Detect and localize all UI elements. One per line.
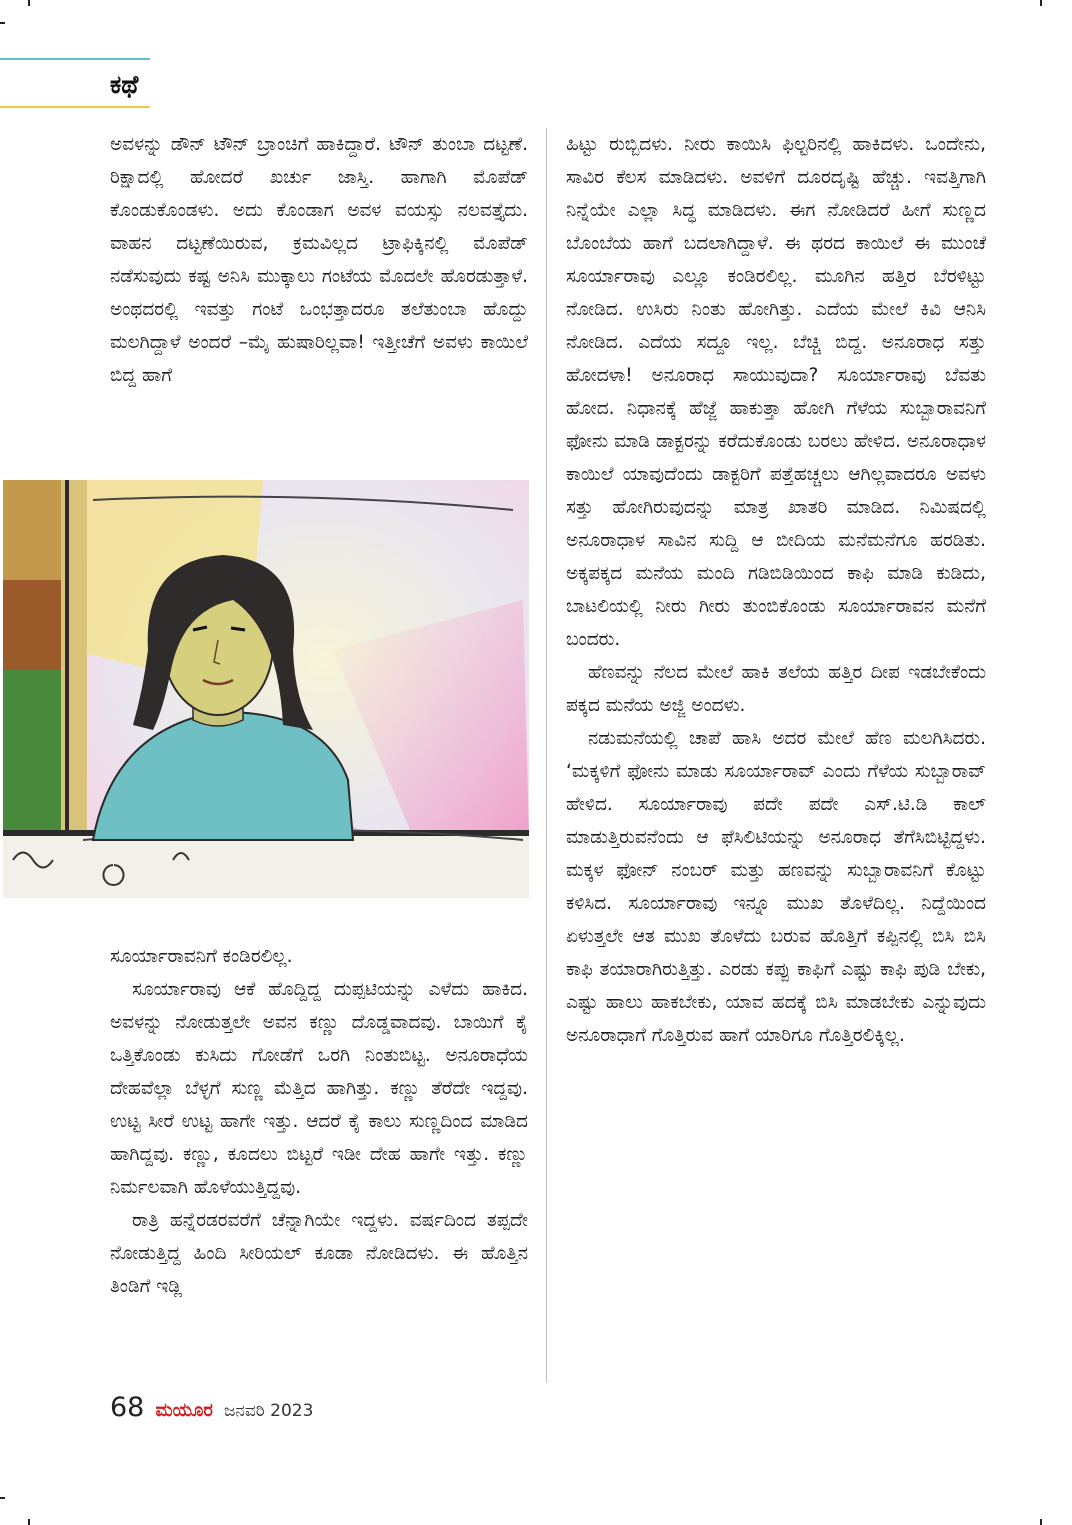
paragraph: ಸೂರ್ಯಾರಾವು ಆಕೆ ಹೊದ್ದಿದ್ದ ದುಪ್ಪಟಿಯನ್ನು ಎಳೆದು ಹಾಕಿದ. ಅವಳನ್ನು ನೋಡುತ್ತಲೇ ಅವನ ಕಣ್ಣು ದೊಡ್ಡವಾದವು. ಬಾಯಿಗೆ ಕೈ ಒತ್ತಿಕೊಂಡು ಕುಸಿದು ಗೋಡೆಗೆ ಒರಗಿ ನಿಂತುಬಿಟ್ಟ. ಅನೂರಾಧೆಯ ದೇಹವೆಲ್ಲಾ ಬೆಳ್ಳಗೆ ಸುಣ್ಣ ಮೆತ್ತಿದ ಹಾಗಿತ್ತು. ಕಣ್ಣು ತೆರೆದೇ ಇದ್ದವು. ಉಟ್ಟ ಸೀರೆ ಉಟ್ಟ ಹಾಗೇ ಇತ್ತು. ಆದರೆ ಕೈ ಕಾಲು ಸುಣ್ಣದಿಂದ ಮಾಡಿದ ಹಾಗಿದ್ದವು. ಕಣ್ಣು, ಕೂದಲು ಬಿಟ್ಟರೆ ಇಡೀ ದೇಹ ಹಾಗೇ ಇತ್ತು. ಕಣ್ಣು ನಿರ್ಮಲವಾಗಿ ಹೊಳೆಯುತ್ತಿದ್ದವು. bbox=[110, 979, 528, 1198]
paragraph: ಅವಳನ್ನು ಡೌನ್ ಟೌನ್ ಬ್ರಾಂಚಿಗೆ ಹಾಕಿದ್ದಾರೆ. ಟೌನ್ ತುಂಬಾ ದಟ್ಟಣೆ. ರಿಕ್ಷಾದಲ್ಲಿ ಹೋದರೆ ಖರ್ಚು ಜಾಸ್ತಿ. ಹಾಗಾಗಿ ಮೊಪೆಡ್ ಕೊಂಡುಕೊಂಡಳು. ಅದು ಕೊಂಡಾಗ ಅವಳ ವಯಸ್ಸು ನಲವತ್ತೈದು. ವಾಹನ ದಟ್ಟಣೆಯಿರುವ, ಕ್ರಮವಿಲ್ಲದ ಟ್ರಾಫಿಕ್ಕಿನಲ್ಲಿ ಮೊಪೆಡ್ ನಡೆಸುವುದು ಕಷ್ಟ ಅನಿಸಿ ಮುಕ್ಕಾಲು ಗಂಟೆಯ ಮೊದಲೇ ಹೊರಡುತ್ತಾಳೆ. ಅಂಥದರಲ್ಲಿ ಇವತ್ತು ಗಂಟೆ ಒಂಭತ್ತಾದರೂ ತಲೆತುಂಬಾ ಹೊದ್ದು ಮಲಗಿದ್ದಾಳೆ ಅಂದರೆ –ಮೈ ಹುಷಾರಿಲ್ಲವಾ! ಇತ್ತೀಚೆಗೆ ಅವಳು ಕಾಯಿಲೆ ಬಿದ್ದ ಹಾಗೆ bbox=[110, 134, 528, 386]
column-divider bbox=[546, 128, 547, 1383]
crop-mark bbox=[0, 22, 5, 24]
paragraph: ಸೂರ್ಯಾರಾವನಿಗೆ ಕಂಡಿರಲಿಲ್ಲ. bbox=[110, 946, 293, 967]
left-column-bottom bbox=[110, 940, 528, 1303]
paragraph: ಹೆಣವನ್ನು ನೆಲದ ಮೇಲೆ ಹಾಕಿ ತಲೆಯ ಹತ್ತಿರ ದೀಪ ಇಡಬೇಕೆಂದು ಪಕ್ಕದ ಮನೆಯ ಅಜ್ಜಿ ಅಂದಳು. bbox=[566, 662, 986, 716]
crop-mark bbox=[28, 1519, 30, 1525]
page-footer bbox=[110, 1392, 313, 1432]
section-rule-top bbox=[0, 58, 150, 60]
issue-date: ಜನವರಿ 2023 bbox=[223, 1401, 314, 1421]
story-illustration bbox=[3, 480, 529, 898]
crop-mark bbox=[0, 1497, 5, 1499]
paragraph: ಹಿಟ್ಟು ರುಬ್ಬಿದಳು. ನೀರು ಕಾಯಿಸಿ ಫಿಲ್ಟರಿನಲ್ಲಿ ಹಾಕಿದಳು. ಒಂದೇನು, ಸಾವಿರ ಕೆಲಸ ಮಾಡಿದಳು. ಅವಳಿಗೆ ದೂರದೃಷ್ಟಿ ಹೆಚ್ಚು. ಇವತ್ತಿಗಾಗಿ ನಿನ್ನೆಯೇ ಎಲ್ಲಾ ಸಿದ್ಧ ಮಾಡಿದಳು. ಈಗ ನೋಡಿದರೆ ಹೀಗೆ ಸುಣ್ಣದ ಬೊಂಬೆಯ ಹಾಗೆ ಬದಲಾಗಿದ್ದಾಳೆ. ಈ ಥರದ ಕಾಯಿಲೆ ಈ ಮುಂಚೆ ಸೂರ್ಯಾರಾವು ಎಲ್ಲೂ ಕಂಡಿರಲಿಲ್ಲ. ಮೂಗಿನ ಹತ್ತಿರ ಬೆರಳಿಟ್ಟು ನೋಡಿದ. ಉಸಿರು ನಿಂತು ಹೋಗಿತ್ತು. ಎದೆಯ ಮೇಲೆ ಕಿವಿ ಆನಿಸಿ ನೋಡಿದ. ಎದೆಯ ಸದ್ದೂ ಇಲ್ಲ. ಬೆಚ್ಚಿ ಬಿದ್ದ. ಅನೂರಾಧ ಸತ್ತು ಹೋದಳಾ! ಅನೂರಾಧ ಸಾಯುವುದಾ? ಸೂರ್ಯಾರಾವು ಬೆವತು ಹೋದ. ನಿಧಾನಕ್ಕೆ ಹೆಜ್ಜೆ ಹಾಕುತ್ತಾ ಹೋಗಿ ಗೆಳೆಯ ಸುಬ್ಬಾರಾವನಿಗೆ ಫೋನು ಮಾಡಿ ಡಾಕ್ಟರನ್ನು ಕರೆದುಕೊಂಡು ಬರಲು ಹೇಳಿದ. ಅನೂರಾಧಾಳ ಕಾಯಿಲೆ ಯಾವುದೆಂದು ಡಾಕ್ಟರಿಗೆ ಪತ್ತೆಹಚ್ಚಲು ಆಗಿಲ್ಲವಾದರೂ ಅವಳು ಸತ್ತು ಹೋಗಿರುವುದನ್ನು ಮಾತ್ರ ಖಾತರಿ ಮಾಡಿದ. ನಿಮಿಷದಲ್ಲಿ ಅನೂರಾಧಾಳ ಸಾವಿನ ಸುದ್ದಿ ಆ ಬೀದಿಯ ಮನೆಮನೆಗೂ ಹರಡಿತು. ಅಕ್ಕಪಕ್ಕದ ಮನೆಯ ಮಂದಿ ಗಡಿಬಿಡಿಯಿಂದ ಕಾಫಿ ಮಾಡಿ ಕುಡಿದು, ಬಾಟಲಿಯಲ್ಲಿ ನೀರು ಗೀರು ತುಂಬಿಕೊಂಡು ಸೂರ್ಯಾರಾವನ ಮನೆಗೆ ಬಂದರು. bbox=[566, 134, 986, 650]
magazine-logo: ಮಯೂರ bbox=[155, 1400, 213, 1421]
section-header bbox=[0, 58, 150, 110]
section-title: ಕಥೆ bbox=[110, 70, 139, 99]
left-column-top bbox=[110, 128, 528, 392]
paragraph: ರಾತ್ರಿ ಹನ್ನೆರಡರವರೆಗೆ ಚೆನ್ನಾಗಿಯೇ ಇದ್ದಳು. ವರ್ಷದಿಂದ ತಪ್ಪದೇ ನೋಡುತ್ತಿದ್ದ ಹಿಂದಿ ಸೀರಿಯಲ್ ಕೂಡಾ ನೋಡಿದಳು. ಈ ಹೊತ್ತಿನ ತಿಂಡಿಗೆ ಇಡ್ಲಿ bbox=[110, 1210, 528, 1297]
paragraph: ನಡುಮನೆಯಲ್ಲಿ ಚಾಪೆ ಹಾಸಿ ಅದರ ಮೇಲೆ ಹೆಣ ಮಲಗಿಸಿದರು. ‘ಮಕ್ಕಳಿಗೆ ಫೋನು ಮಾಡು ಸೂರ್ಯಾರಾವ್ ಎಂದು ಗೆಳೆಯ ಸುಬ್ಬಾರಾವ್ ಹೇಳಿದ. ಸೂರ್ಯಾರಾವು ಪದೇ ಪದೇ ಎಸ್.ಟಿ.ಡಿ ಕಾಲ್ ಮಾಡುತ್ತಿರುವನೆಂದು ಆ ಫೆಸಿಲಿಟಿಯನ್ನು ಅನೂರಾಧ ತೆಗೆಸಿಬಿಟ್ಟಿದ್ದಳು. ಮಕ್ಕಳ ಫೋನ್ ನಂಬರ್ ಮತ್ತು ಹಣವನ್ನು ಸುಬ್ಬಾರಾವನಿಗೆ ಕೊಟ್ಟು ಕಳಿಸಿದ. ಸೂರ್ಯಾರಾವು ಇನ್ನೂ ಮುಖ ತೊಳೆದಿಲ್ಲ. ನಿದ್ದೆಯಿಂದ ಏಳುತ್ತಲೇ ಆತ ಮುಖ ತೊಳೆದು ಬರುವ ಹೊತ್ತಿಗೆ ಕಪ್ಪಿನಲ್ಲಿ ಬಿಸಿ ಬಿಸಿ ಕಾಫಿ ತಯಾರಾಗಿರುತ್ತಿತ್ತು. ಎರಡು ಕಪ್ಪು ಕಾಫಿಗೆ ಎಷ್ಟು ಕಾಫಿ ಪುಡಿ ಬೇಕು, ಎಷ್ಟು ಹಾಲು ಹಾಕಬೇಕು, ಯಾವ ಹದಕ್ಕೆ ಬಿಸಿ ಮಾಡಬೇಕು ಎನ್ನುವುದು ಅನೂರಾಧಾಗೆ ಗೊತ್ತಿರುವ ಹಾಗೆ ಯಾರಿಗೂ ಗೊತ್ತಿರಲಿಕ್ಕಿಲ್ಲ. bbox=[566, 728, 986, 1046]
page-number: 68 bbox=[110, 1392, 145, 1423]
right-column bbox=[566, 128, 986, 1052]
crop-mark bbox=[1040, 1519, 1042, 1525]
section-rule-bottom bbox=[0, 106, 150, 108]
crop-mark bbox=[28, 0, 30, 6]
crop-mark bbox=[1040, 0, 1042, 6]
